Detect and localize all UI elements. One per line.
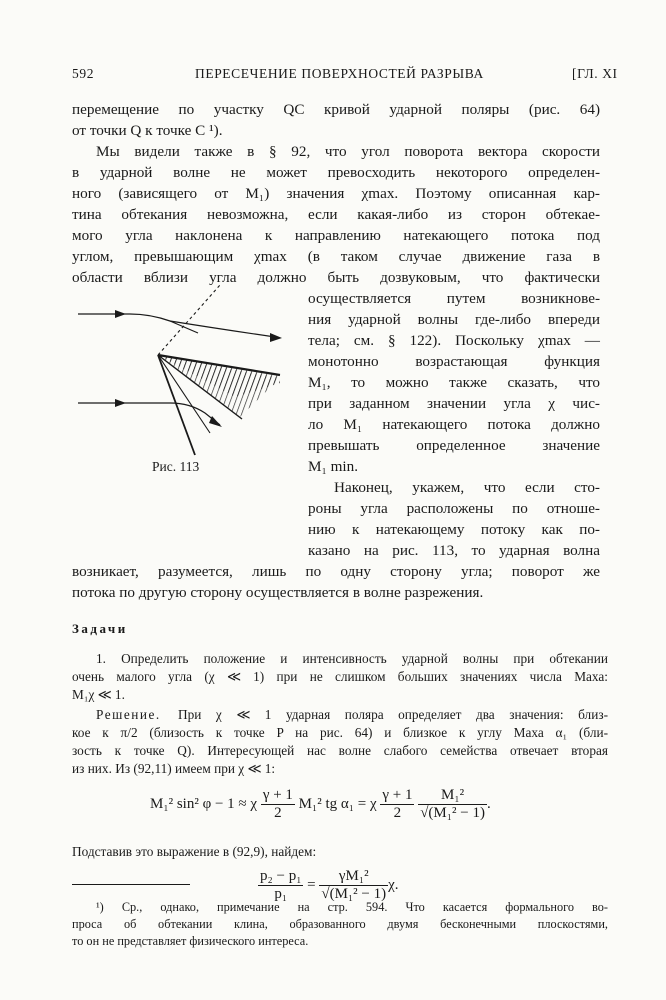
chapter-label: [ГЛ. XI: [572, 66, 618, 81]
body-line: от точки Q к точке C ¹).: [72, 122, 223, 139]
running-title: ПЕРЕСЕЧЕНИЕ ПОВЕРХНОСТЕЙ РАЗРЫВА: [195, 66, 484, 81]
body-line: перемещение по участку QC кривой ударной поляры (рис. 64): [72, 101, 600, 118]
body-line: углом, превышающим χmax (в таком случае движение газа в: [72, 248, 600, 265]
body-line: Подставив это выражение в (92,9), найдем:: [72, 844, 317, 859]
body-line: при заданном значении угла χ чис-: [308, 395, 600, 412]
footnote-line: проса об обтекании клина, образованного двумя бесконечными плоскостями,: [72, 917, 608, 931]
arrow-icon: [115, 399, 126, 407]
footnote-line: ¹) Ср., однако, примечание на стр. 594. Что касается формального во-: [96, 900, 608, 914]
streamline-bottom: [78, 403, 220, 425]
body-line: Мы видели также в § 92, что угол поворота вектора скорости: [96, 143, 600, 160]
solution-line: зость к точке Q). Интересующей нас волне слабого семейства отвечает вторая: [72, 743, 608, 758]
section-heading: Задачи: [72, 621, 128, 636]
body-line: в ударной волне не может превосходить некоторого определен-: [72, 164, 600, 181]
body-line: потока по другую сторону осуществляется в волне разрежения.: [72, 584, 484, 601]
body-line: монотонно возрастающая функция: [308, 353, 600, 370]
body-line: тела; см. § 122). Поскольку χmax —: [308, 332, 600, 349]
body-line: ного (зависящего от M₁) значения χmax. Поэтому описанная кар-: [72, 185, 600, 202]
body-line: осуществляется путем возникнове-: [308, 290, 600, 307]
body-line: Наконец, укажем, что если сто-: [334, 479, 600, 496]
body-line: нию к натекающему потоку как по-: [308, 521, 600, 538]
body-line: ло M₁ натекающего потока должно: [308, 416, 600, 433]
footnote-line: то он не представляет физического интереса.: [72, 934, 309, 948]
solution-line: из них. Из (92,11) имеем при χ ≪ 1:: [72, 761, 276, 776]
streamline-top: [78, 314, 198, 333]
solution-line: При χ ≪ 1 ударная поляра определяет два значения: близ-: [178, 707, 608, 722]
figure-113: [70, 285, 300, 460]
page-number: 592: [72, 66, 95, 81]
arrow-icon: [115, 310, 126, 318]
figure-caption: Рис. 113: [152, 459, 200, 474]
problem-line: очень малого угла (χ ≪ 1) при не слишком больших значениях числа Маха:: [72, 669, 608, 684]
body-line: M₁ min.: [308, 458, 359, 475]
body-line: тина обтекания невозможна, если какая-либо из сторон обтекае-: [72, 206, 600, 223]
body-line: ния ударной волны где-либо впереди: [308, 311, 600, 328]
body-line: превышать определенное значение: [308, 437, 600, 454]
body-line: казано на рис. 113, то ударная волна: [308, 542, 600, 559]
footnote-rule: [72, 884, 190, 885]
body-line: области вблизи угла должно быть дозвуковым, что фактически: [72, 269, 600, 286]
body-line: мого угла наклонена к направлению натекающего потока под: [72, 227, 600, 244]
problem-line: 1. Определить положение и интенсивность ударной волны при обтекании: [96, 651, 608, 666]
body-line: M₁, то можно также сказать, что: [308, 374, 600, 391]
equation-2: $\frac{\text{p₂ − p₁}}{\text{p₁}}$ = $\frac{\text{γM₁²}}{\text{√(M₁² − 1)}}$ χ.: [260, 868, 399, 902]
arrow-icon: [270, 333, 282, 342]
solution-label: Решение.: [96, 707, 161, 722]
problem-line: M₁χ ≪ 1.: [72, 687, 125, 702]
equation-1: M₁² sin² φ − 1 ≈ χ $\frac{\gamma + 1}{2}$ M₁² tg α₁ = χ $\frac{\gamma + 1}{2}$ $\frac{\text{M₁²}}{\text{√(M₁² − 1)}}$ .: [150, 787, 491, 821]
body-line: роны угла расположены по отноше-: [308, 500, 600, 517]
body-line: возникает, разумеется, лишь по одну сторону угла; поворот же: [72, 563, 600, 580]
solution-line: кое к π/2 (близость к точке P на рис. 64) и близкое к углу Маха α₁ (бли-: [72, 725, 608, 740]
